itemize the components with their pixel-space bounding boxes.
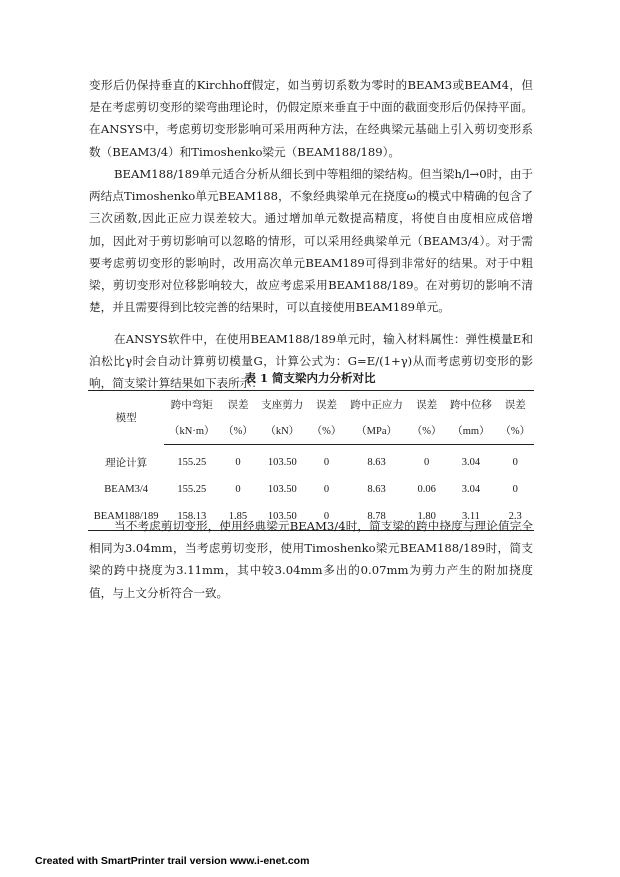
paragraph-beam188: BEAM188/189单元适合分析从细长到中等粗细的梁结构。但当梁h/l→0时，由于两结点Timoshenko单元BEAM188，不象经典梁单元在挠度ω的模式中精确的包含了三次函数,因此正应力误差较大。通过增加单元数提高精度，将使自由度相应成倍增加，因此对于剪切影响可以忽略的情形，可以采用经典梁单元（BEAM3/4）。对于需要考虑剪切变形的影响时，改用高次单元BEAM189可得到非常好的结果。对于中粗梁，剪切变形对位移影响较大，故应考虑采用BEAM188/189。在对剪切的影响不清楚，并且需要得到比较完善的结果时，可以直接使用BEAM189单元。 (89, 167, 534, 315)
table-cell: 0 (424, 457, 430, 468)
table-cell: 0.06 (417, 484, 436, 495)
header-cell: 误差 (219, 391, 256, 418)
table-cell: 3.04 (461, 457, 481, 468)
table-cell: 2.3 (496, 503, 534, 531)
results-table (88, 390, 534, 531)
table-cell: 8.78 (345, 503, 408, 531)
table-cell: 8.63 (367, 457, 386, 468)
table-cell: 0 (235, 457, 241, 468)
header-cell: 误差 (308, 391, 345, 418)
header-cell: 跨中正应力 (345, 391, 408, 418)
table-cell: 0 (323, 457, 330, 468)
header-cell: 误差 (496, 391, 534, 418)
table-cell: 0 (512, 484, 518, 495)
cell-model: BEAM3/4 (104, 484, 149, 495)
table-cell: 0 (323, 484, 330, 495)
table-cell: 3.04 (461, 484, 481, 495)
header-cell: 跨中位移 (445, 391, 496, 418)
header-cell: 支座剪力 (257, 391, 308, 418)
table-cell: 8.63 (367, 484, 386, 495)
paragraph-conclusion: 当不考虑剪切变形，使用经典梁元BEAM3/4时，简支梁的跨中挠度与理论值完全相同为3.04mm，当考虑剪切变形，使用Timoshenko梁元BEAM188/189时，简支梁的跨中挠度为3.11mm，其中较3.04mm多出的0.07mm为剪力产生的附加挠度值，与上文分析符合一致。 (89, 519, 533, 600)
cell-model: BEAM188/189 (88, 503, 164, 531)
watermark-footer: Created with SmartPrinter trail version www.i-enet.com (35, 855, 310, 867)
table-header-row (88, 391, 534, 418)
unit-cell: （%） (219, 418, 256, 445)
paragraph-ansys-material: 在ANSYS软件中，在使用BEAM188/189单元时，输入材料属性：弹性模量E和泊松比γ时会自动计算剪切模量G，计算公式为：G=E/(1+γ)从而考虑剪切变形的影响，简支梁计算结果如下表所示： (89, 332, 533, 391)
table-cell: 155.25 (177, 484, 207, 495)
unit-cell: （%） (408, 418, 445, 445)
unit-cell: （kN） (257, 418, 308, 445)
header-cell: 误差 (408, 391, 445, 418)
table-cell: 103.50 (257, 503, 308, 531)
table-cell: 103.50 (267, 484, 297, 495)
table-cell: 103.50 (267, 457, 297, 468)
table-row (88, 476, 534, 503)
unit-cell: （kN·m） (164, 418, 219, 445)
header-cell: 跨中弯矩 (164, 391, 219, 418)
table-cell: 158.13 (164, 503, 219, 531)
table-cell: 0 (512, 457, 518, 468)
unit-cell: （MPa） (345, 418, 408, 445)
cell-model: 理论计算 (105, 457, 148, 469)
table-row (88, 445, 534, 477)
unit-cell: （%） (308, 418, 345, 445)
unit-cell: （mm） (445, 418, 496, 445)
paragraph-kirchhoff: 变形后仍保持垂直的Kirchhoff假定，如当剪切系数为零时的BEAM3或BEAM4，但是在考虑剪切变形的梁弯曲理论时，仍假定原来垂直于中面的截面变形后仍保持平面。在ANSYS中，考虑剪切变形影响可采用两种方法，在经典梁元基础上引入剪切变形系数（BEAM3/4）和Timoshenko梁元（BEAM188/189）。 (89, 78, 533, 159)
table-cell: 3.11 (445, 503, 496, 531)
table-cell: 0 (235, 484, 241, 495)
table-cell: 155.25 (177, 457, 207, 468)
table-cell: 1.80 (408, 503, 445, 531)
table-cell: 0 (308, 503, 345, 531)
table-cell: 1.85 (219, 503, 256, 531)
header-cell-model: 模型 (88, 391, 164, 445)
unit-cell: （%） (496, 418, 534, 445)
table-caption: 表 1 简支梁内力分析对比 (244, 371, 376, 385)
